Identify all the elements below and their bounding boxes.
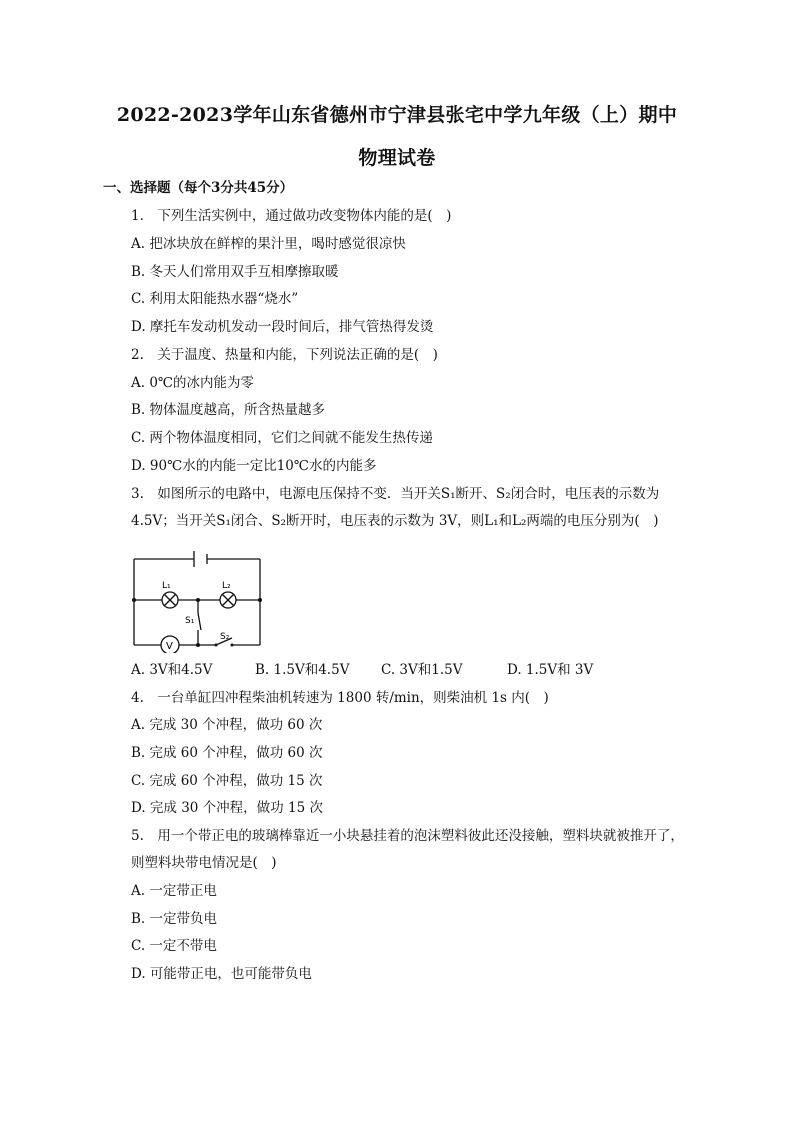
question-4-option-d: D. 完成 30 个冲程，做功 15 次	[131, 800, 323, 816]
question-5-option-a: A. 一定带正电	[131, 883, 217, 899]
label-s2: S₂	[220, 632, 230, 642]
question-3-option-a: A. 3V和4.5V	[131, 662, 213, 678]
question-2-option-c: C. 两个物体温度相同，它们之间就不能发生热传递	[131, 430, 433, 446]
question-3-option-b: B. 1.5V和4.5V	[255, 662, 350, 678]
question-5-stem-line-1: 5. 用一个带正电的玻璃棒靠近一小块悬挂着的泡沫塑料彼此还没接触，塑料块就被推开了，	[131, 828, 684, 844]
question-5-option-d: D. 可能带正电，也可能带负电	[131, 966, 312, 982]
question-2-option-a: A. 0℃的冰内能为零	[131, 375, 255, 391]
question-2-option-b: B. 物体温度越高，所含热量越多	[131, 402, 326, 418]
question-5-option-b: B. 一定带负电	[131, 911, 218, 927]
question-3-stem-line-1: 3. 如图所示的电路中，电源电压保持不变．当开关S₁断开、S₂闭合时，电压表的示数为	[131, 486, 660, 502]
question-5-option-c: C. 一定不带电	[131, 938, 217, 954]
label-l2: L₂	[222, 581, 231, 591]
page-title-line-1: 2022-2023学年山东省德州市宁津县张宅中学九年级（上）期中	[116, 104, 678, 126]
voltmeter-label: V	[166, 641, 173, 652]
switch-s1-icon	[198, 613, 201, 630]
section-heading: 一、选择题（每个3分共45分）	[103, 180, 294, 196]
question-1-option-a: A. 把冰块放在鲜榨的果汁里，喝时感觉很凉快	[131, 236, 406, 252]
question-2-stem: 2. 关于温度、热量和内能，下列说法正确的是( )	[131, 347, 438, 363]
question-4-option-a: A. 完成 30 个冲程，做功 60 次	[131, 717, 323, 733]
question-4-option-c: C. 完成 60 个冲程，做功 15 次	[131, 773, 323, 789]
question-1-option-c: C. 利用太阳能热水器“烧水”	[131, 291, 299, 307]
label-l1: L₁	[162, 581, 171, 591]
label-s1: S₁	[185, 616, 195, 626]
question-1-option-b: B. 冬天人们常用双手互相摩擦取暖	[131, 264, 339, 280]
question-3-option-d: D. 1.5V和 3V	[507, 662, 594, 678]
question-3-option-c: C. 3V和1.5V	[381, 662, 463, 678]
question-1-option-d: D. 摩托车发动机发动一段时间后，排气管热得发烫	[131, 319, 434, 335]
question-3-options-row	[131, 660, 593, 680]
question-4-stem: 4. 一台单缸四冲程柴油机转速为 1800 转/min，则柴油机 1s 内( )	[131, 690, 549, 706]
question-2-option-d: D. 90℃水的内能一定比10℃水的内能多	[131, 458, 377, 474]
circuit-diagram	[128, 543, 268, 653]
question-1-stem: 1. 下列生活实例中，通过做功改变物体内能的是( )	[131, 208, 452, 224]
question-3-stem-line-2: 4.5V；当开关S₁闭合、S₂断开时，电压表的示数为 3V，则L₁和L₂两端的电压分别为( )	[131, 513, 659, 529]
page-title-line-2: 物理试卷	[358, 147, 436, 169]
question-4-option-b: B. 完成 60 个冲程，做功 60 次	[131, 745, 323, 761]
question-5-stem-line-2: 则塑料块带电情况是( )	[131, 855, 277, 871]
